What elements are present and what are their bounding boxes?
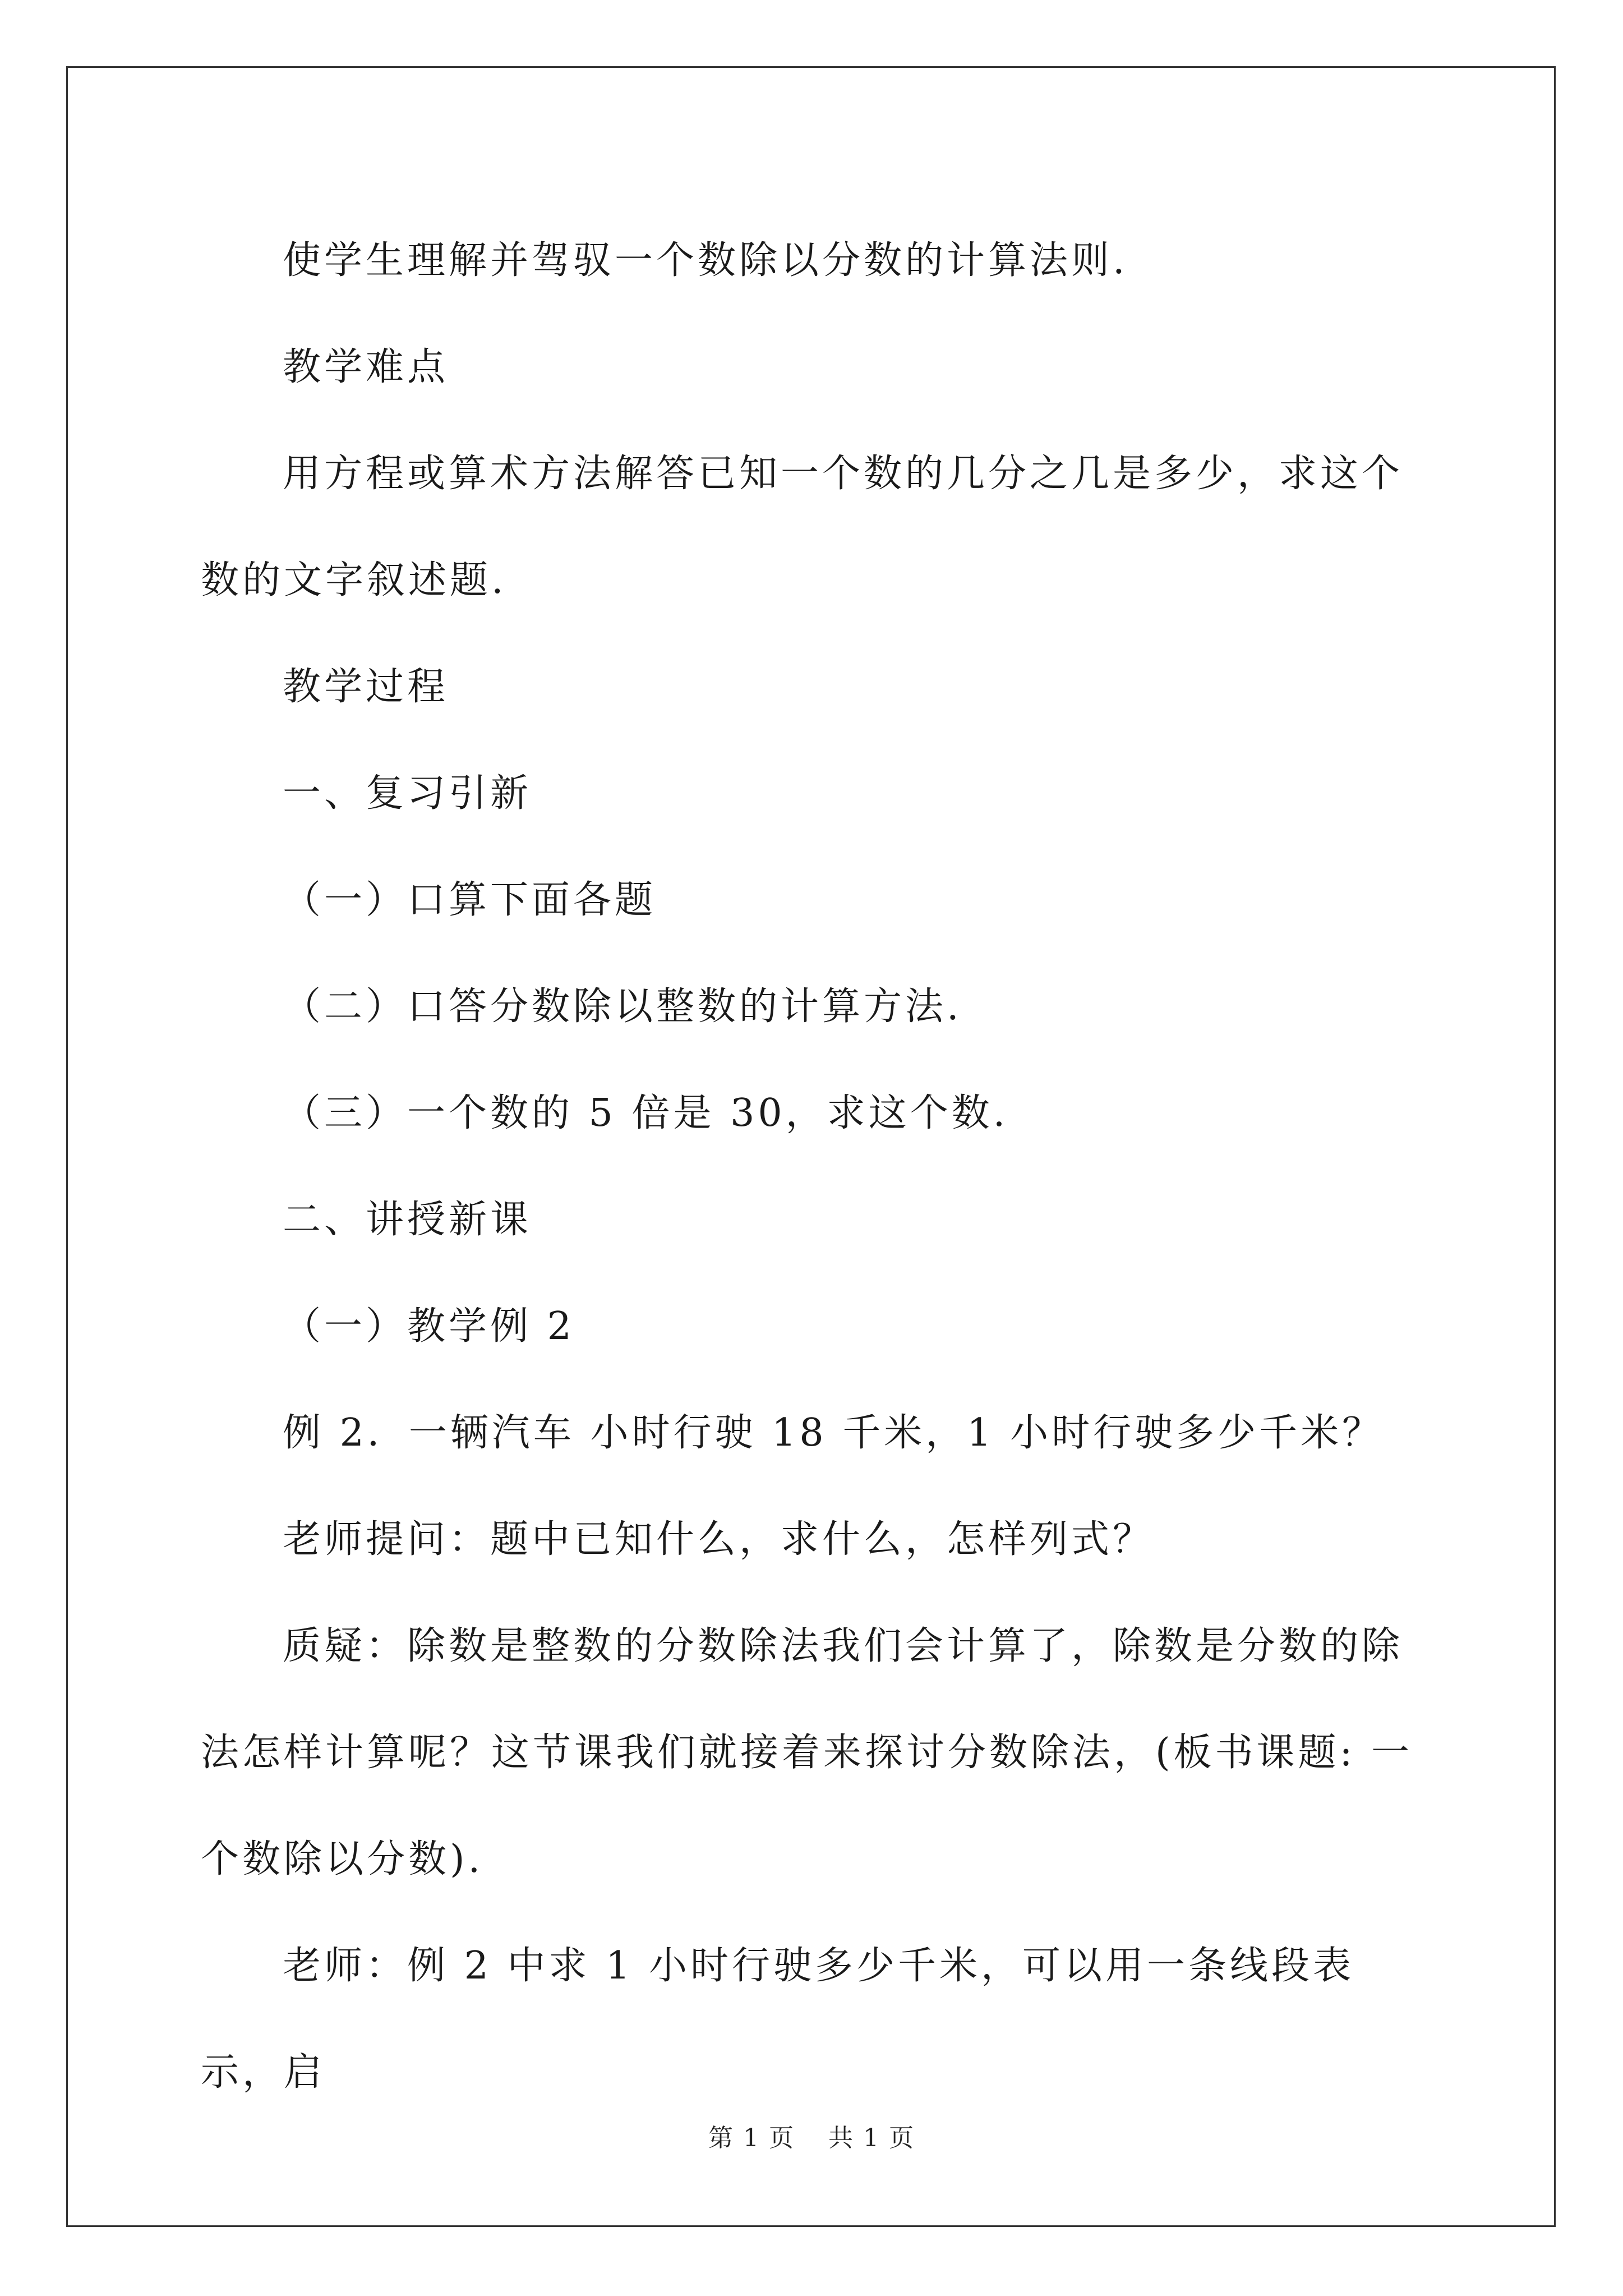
document-body [201, 208, 1435, 2126]
paragraph: 用方程或算术方法解答已知一个数的几分之几是多少，求这个数的文字叙述题. [201, 452, 1404, 602]
section-heading: 一、复习引新 [283, 771, 532, 816]
paragraph: （三）一个数的 5 倍是 30，求这个数. [283, 1091, 1009, 1135]
paragraph: （一）口算下面各题 [283, 878, 657, 922]
paragraph: 使学生理解并驾驭一个数除以分数的计算法则. [283, 238, 1128, 283]
page-total: 共 1 页 [828, 2124, 915, 2152]
paragraph: 例 2．一辆汽车 小时行驶 18 千米，1 小时行驶多少千米？ [283, 1411, 1384, 1455]
page-number: 第 1 页 [708, 2124, 795, 2152]
paragraph: （一）教学例 2 [283, 1304, 575, 1349]
section-heading: 教学过程 [283, 665, 449, 709]
section-heading: 教学难点 [283, 345, 449, 389]
paragraph: 老师：例 2 中求 1 小时行驶多少千米，可以用一条线段表示，启 [201, 1944, 1354, 2095]
paragraph: （二）口答分数除以整数的计算方法. [283, 984, 962, 1029]
page-footer [0, 2118, 1623, 2154]
paragraph: 老师提问：题中已知什么，求什么，怎样列式？ [283, 1517, 1155, 1562]
paragraph: 质疑：除数是整数的分数除法我们会计算了，除数是分数的除法怎样计算呢？这节课我们就接着来探讨分数除法，(板书课题: 一个数除以分数). [201, 1624, 1413, 1881]
section-heading: 二、讲授新课 [283, 1198, 532, 1242]
